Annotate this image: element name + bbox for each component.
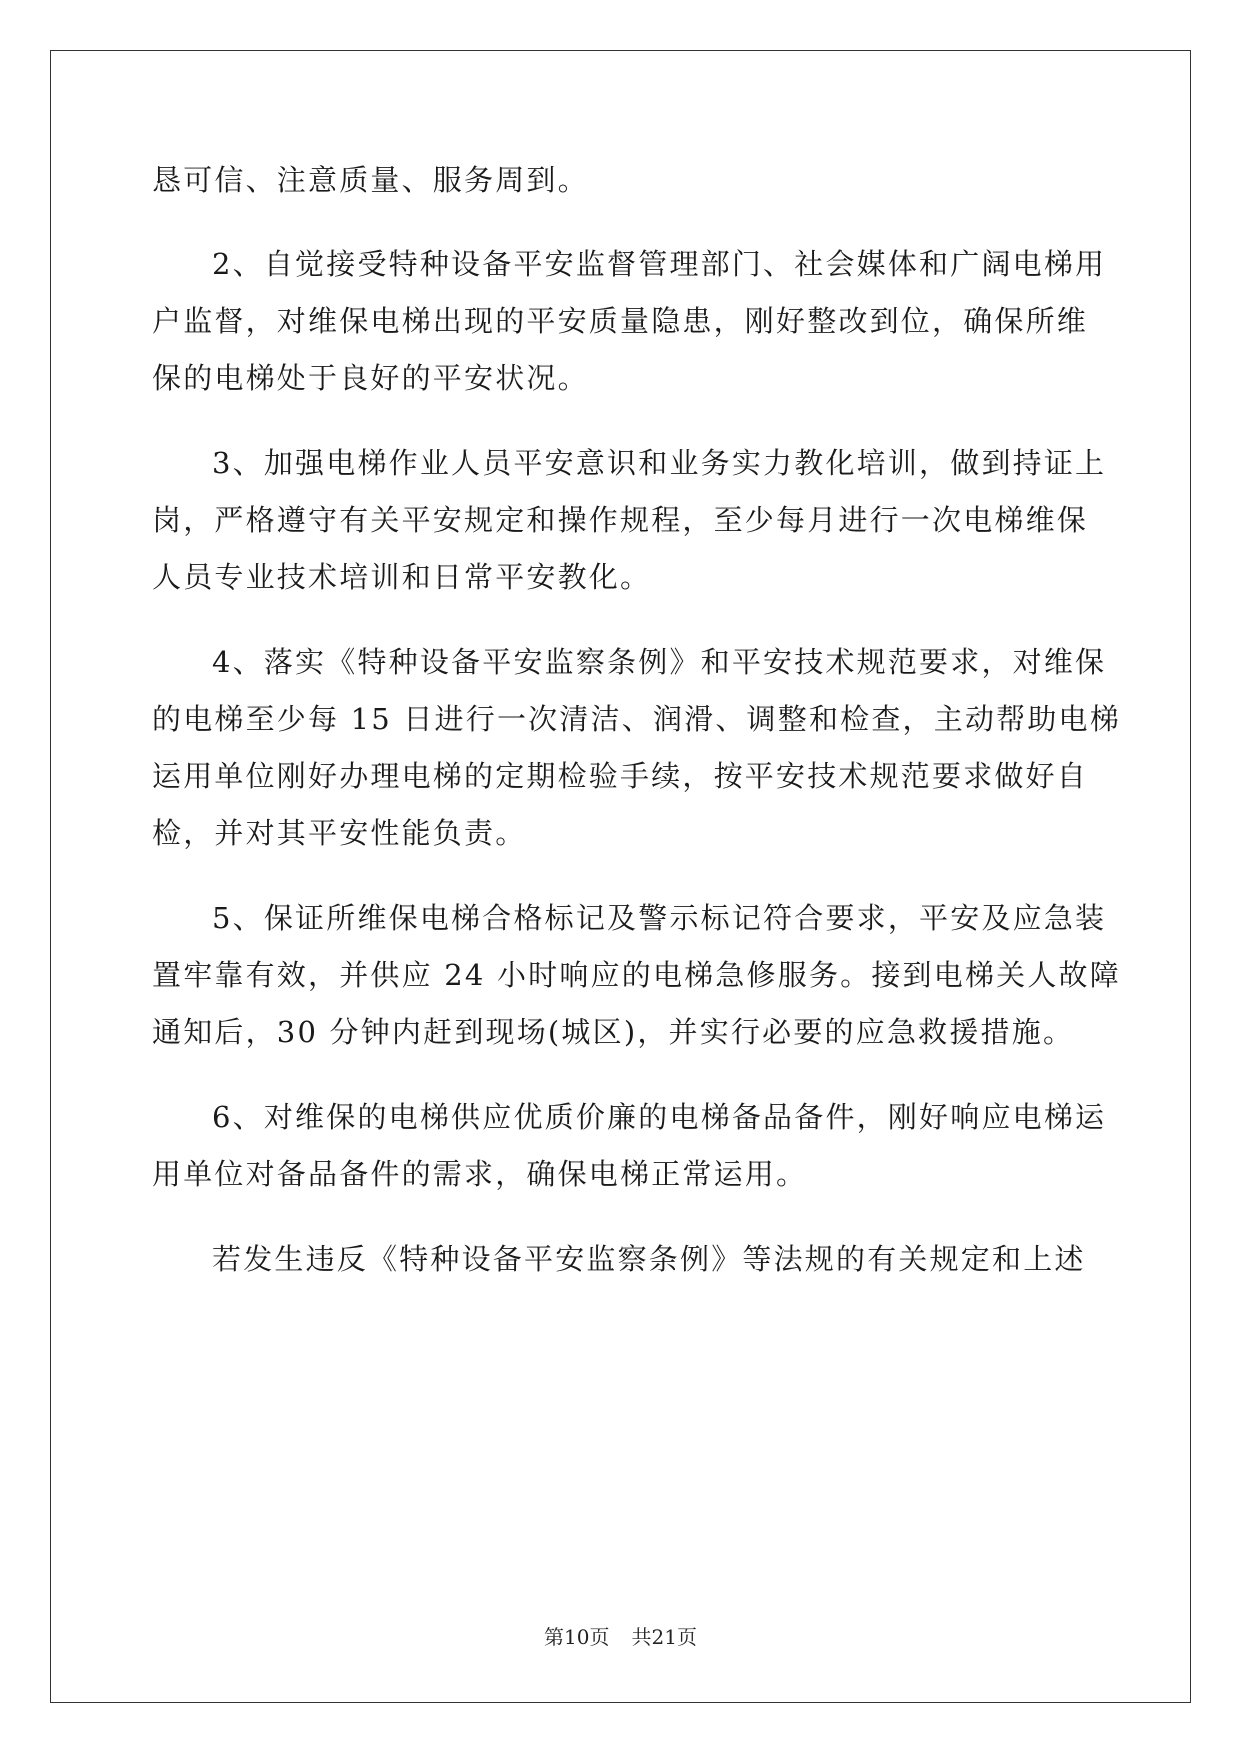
page-footer	[0, 1623, 1241, 1651]
paragraph-2-start: 2、自觉接受特种设备平安监督管理部门、社会媒体和广阔电梯用	[212, 247, 1107, 281]
page-number: 第10页	[544, 1625, 610, 1649]
text-line: 检，并对其平安性能负责。	[152, 816, 527, 850]
text-line: 岗，严格遵守有关平安规定和操作规程，至少每月进行一次电梯维保	[152, 503, 1089, 537]
paragraph-4-start: 4、落实《特种设备平安监察条例》和平安技术规范要求，对维保	[212, 645, 1107, 679]
text-line: 用单位对备品备件的需求，确保电梯正常运用。	[152, 1157, 808, 1191]
text-line: 运用单位刚好办理电梯的定期检验手续，按平安技术规范要求做好自	[152, 759, 1089, 793]
text-line: 的电梯至少每 15 日进行一次清洁、润滑、调整和检查，主动帮助电梯	[152, 702, 1121, 736]
page-total: 共21页	[631, 1625, 697, 1649]
paragraph-3-start: 3、加强电梯作业人员平安意识和业务实力教化培训，做到持证上	[212, 446, 1107, 480]
text-line: 户监督，对维保电梯出现的平安质量隐患，刚好整改到位，确保所维	[152, 304, 1089, 338]
page-border	[50, 50, 1191, 1703]
text-line: 保的电梯处于良好的平安状况。	[152, 361, 589, 395]
text-line: 通知后，30 分钟内赶到现场(城区)，并实行必要的应急救援措施。	[152, 1015, 1075, 1049]
text-line: 置牢靠有效，并供应 24 小时响应的电梯急修服务。接到电梯关人故障	[152, 958, 1121, 992]
paragraph-5-start: 5、保证所维保电梯合格标记及警示标记符合要求，平安及应急装	[212, 901, 1107, 935]
text-line: 恳可信、注意质量、服务周到。	[152, 163, 589, 197]
text-line: 人员专业技术培训和日常平安教化。	[152, 560, 652, 594]
paragraph-6-start: 6、对维保的电梯供应优质价廉的电梯备品备件，刚好响应电梯运	[212, 1100, 1107, 1134]
paragraph-7-start: 若发生违反《特种设备平安监察条例》等法规的有关规定和上述	[212, 1242, 1086, 1276]
